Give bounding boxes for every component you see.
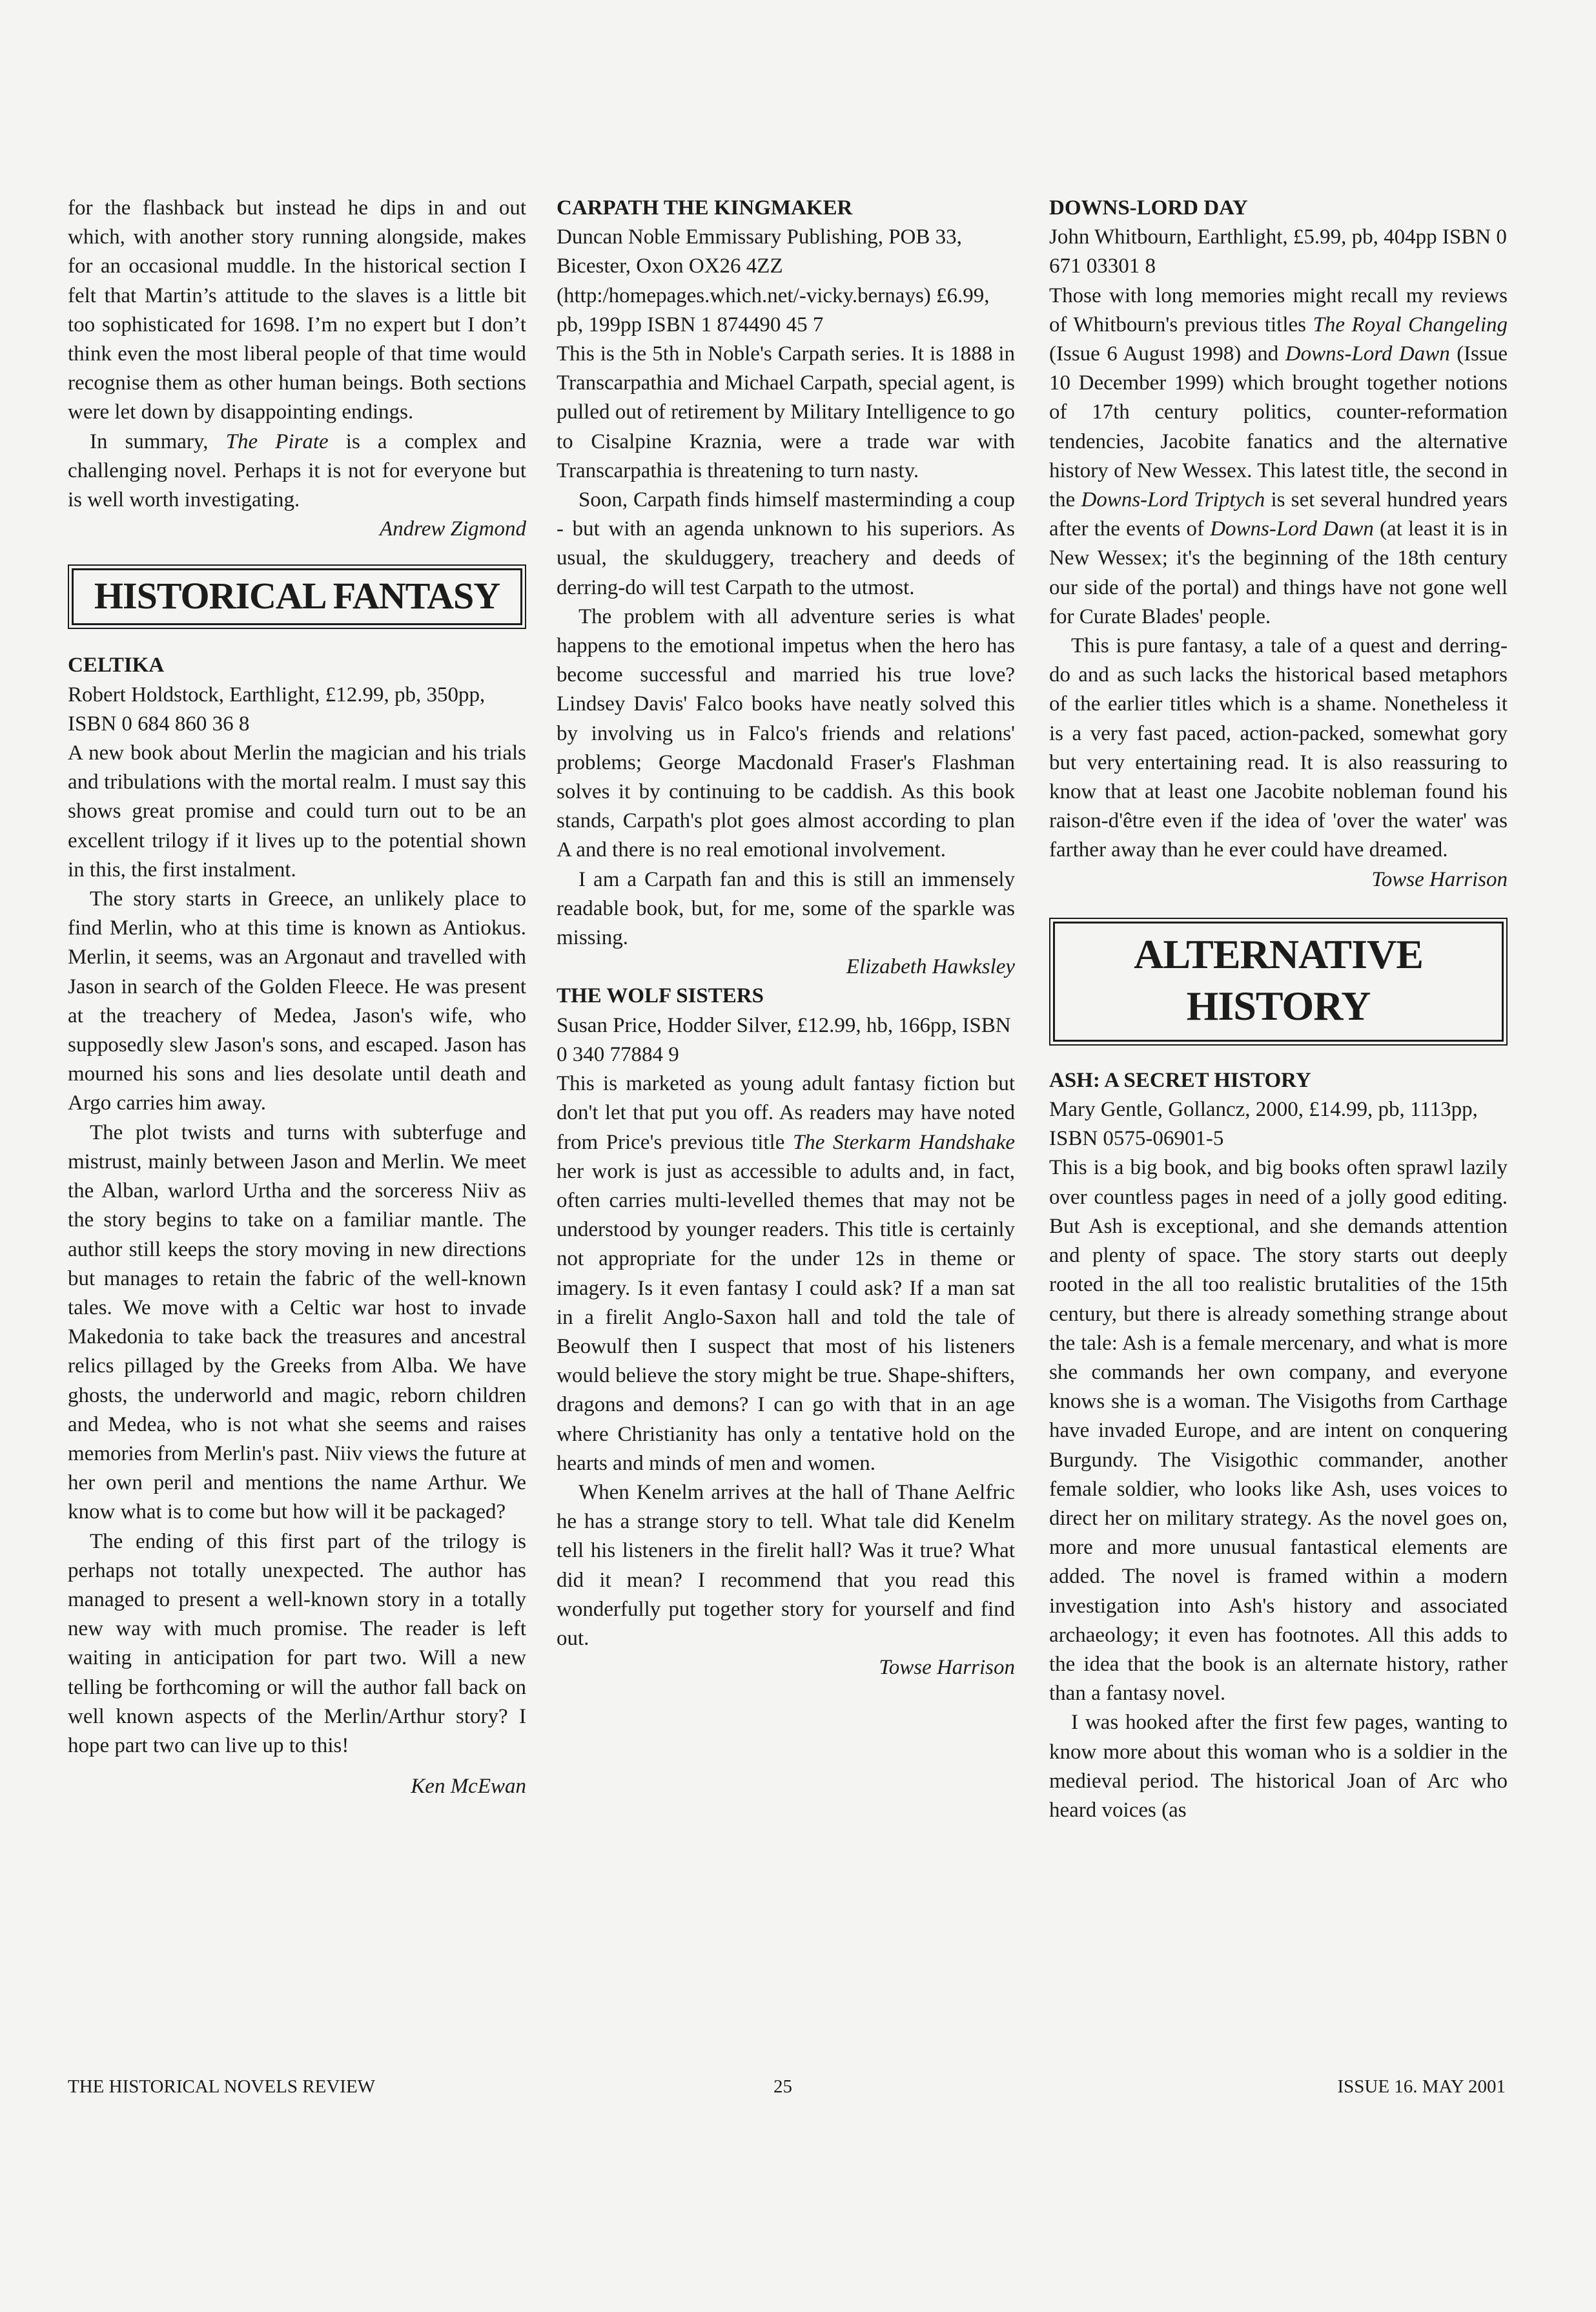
book-title-italic: The Royal Changeling (1313, 313, 1508, 336)
review-paragraph: I am a Carpath fan and this is still an immensely readable book, but, for me, some of the sparkle was missing. (557, 867, 1015, 950)
book-title-italic: The Pirate (225, 429, 329, 453)
review-paragraph (1049, 282, 1508, 632)
reviewer-signature: Elizabeth Hawksley (846, 955, 1015, 979)
review-paragraph (68, 428, 526, 515)
reviewer-signature: Towse Harrison (1371, 867, 1508, 891)
book-details: Susan Price, Hodder Silver, £12.99, hb, 166pp, ISBN 0 340 77884 9 (557, 1013, 1011, 1066)
review-paragraph: for the flashback but instead he dips in and out which, with another story running alongside, makes for an occasional muddle. In the historical section I felt that Martin’s attitude to the slaves is a little bit too sophisticated for 1698. I’m no expert but I don’t think even the most liberal people of that time would recognise them as other human beings. Both sections were let down by disappointing endings. (68, 196, 526, 424)
review-paragraph: This is pure fantasy, a tale of a quest and derring-do and as such lacks the historical based metaphors of the earlier titles which is a shame. Nonetheless it is a very fast paced, action-packed, somewhat gory but very entertaining read. It is also reassuring to know that at least one Jacobite nobleman found his raison-d'être even if the idea of 'over the water' was farther away than he ever could have dreamed. (1049, 634, 1508, 862)
review-paragraph: Soon, Carpath finds himself masterminding a coup - but with an agenda unknown to his superiors. As usual, the skulduggery, treachery and deeds of derring-do will test Carpath to the utmost. (557, 488, 1015, 599)
review-paragraph (557, 1069, 1015, 1478)
reviewer-signature: Ken McEwan (411, 1775, 526, 1799)
section-heading-historical-fantasy: HISTORICAL FANTASY (72, 568, 522, 625)
text-run: is set several hundred years after the events of (1049, 488, 1508, 541)
section-heading-alternative-history (1053, 922, 1504, 1042)
review-paragraph: The problem with all adventure series is what happens to the emotional impetus when the hero has become successful and married his true love? Lindsey Davis' Falco books have neatly solved this by involving us in Falco's friends and relations' problems; George Macdonald Fraser's Flashman solves it by continuing to be caddish. As this book stands, Carpath's plot goes almost according to plan A and there is no real emotional involvement. (557, 604, 1015, 862)
review-paragraph: This is the 5th in Noble's Carpath series. It is 1888 in Transcarpathia and Michael Carpath, special agent, is pulled out of retirement by Military Intelligence to go to Cisalpine Kraznia, were a trade war with Transcarpathia is threatening to turn nasty. (557, 342, 1015, 482)
text-run: In summary, (90, 429, 226, 453)
column-right (1049, 194, 1508, 1825)
section-heading-line: ALTERNATIVE (1134, 931, 1423, 977)
text-run: This is marketed as young adult fantasy fiction but don't let that put you off. As readers may have noted from Price's previous title (557, 1072, 1015, 1154)
book-title: ASH: A SECRET HISTORY (1049, 1068, 1311, 1092)
text-run: Those with long memories might recall my reviews of Whitbourn's previous titles (1049, 284, 1508, 336)
book-details: Robert Holdstock, Earthlight, £12.99, pb, 350pp, ISBN 0 684 860 36 8 (68, 683, 486, 736)
review-paragraph: I was hooked after the first few pages, wanting to know more about this woman who is a soldier in the medieval period. The historical Joan of Arc who heard voices (as (1049, 1711, 1508, 1822)
section-heading-line: HISTORY (1186, 982, 1371, 1029)
book-title-italic: The Sterkarm Handshake (792, 1130, 1015, 1154)
review-paragraph: When Kenelm arrives at the hall of Thane Aelfric he has a strange story to tell. What tale did Kenelm tell his listeners in the firelit hall? Was it true? What did it mean? I recommend that you read this wonderfully put together story for yourself and find out. (557, 1480, 1015, 1650)
text-run: (at least it is in New Wessex; it's the beginning of the 18th century our side of the portal) and things have not gone well for Curate Blades' people. (1049, 517, 1508, 628)
book-title-italic: Downs-Lord Dawn (1285, 342, 1450, 366)
text-run: her work is just as accessible to adults and, in fact, often carries multi-levelled themes that may not be understood by younger readers. This title is certainly not appropriate for the under 12s in theme or imagery. Is it even fantasy I could ask? If a man sat in a firelit Anglo-Saxon hall and told the tale of Beowulf then I suspect that most of his listeners would believe the story might be true. Shape-shifters, dragons and demons? I can go with that in an age where Christianity has only a tentative hold on the hearts and minds of men and women. (557, 1159, 1015, 1475)
column-left (68, 194, 526, 1801)
book-title: CARPATH THE KINGMAKER (557, 196, 853, 220)
text-run: (Issue 10 December 1999) which brought together notions of 17th century politics, counter-reformation tendencies, Jacobite fanatics and the alternative history of New Wessex. This latest title, the second in the (1049, 342, 1508, 512)
reviewer-signature: Towse Harrison (879, 1656, 1015, 1680)
text-run: (Issue 6 August 1998) and (1049, 342, 1285, 366)
book-title: CELTIKA (68, 654, 165, 677)
review-paragraph: The ending of this first part of the trilogy is perhaps not totally unexpected. The author has managed to present a well-known story in a totally new way with much promise. The reader is left waiting in anticipation for part two. Will a new telling be forthcoming or will the author fall back on well known aspects of the Merlin/Arthur story? I hope part two can live up to this! (68, 1529, 526, 1757)
review-paragraph: A new book about Merlin the magician and his trials and tribulations with the mortal realm. I must say this shows great promise and could turn out to be an excellent trilogy if it lives up to the potential shown in this, the first instalment. (68, 741, 526, 882)
book-title: THE WOLF SISTERS (557, 984, 764, 1008)
review-paragraph: The plot twists and turns with subterfuge and mistrust, mainly between Jason and Merlin. We meet the Alban, warlord Urtha and the sorceress Niiv as the story begins to take on a familiar mantle. The author still keeps the story moving in new directions but manages to retain the fabric of the well-known tales. We move with a Celtic war host to invade Makedonia to take back the treasures and ancestral relics pillaged by the Greeks from Alba. We have ghosts, the underworld and magic, reborn children and Medea, who is not what she seems and raises memories from Merlin's past. Niiv views the future at her own peril and mentions the name Arthur. We know what is to come but how will it be packaged? (68, 1120, 526, 1524)
review-paragraph: This is a big book, and big books often sprawl lazily over countless pages in need of a jolly good editing. But Ash is exceptional, and she demands attention and plenty of space. The story starts out deeply rooted in the all too realistic brutalities of the 15th century, but there is already something strange about the tale: Ash is a female mercenary, and what is more she commands her own company, and everyone knows she is a woman. The Visigoths from Carthage have invaded Europe, and are intent on conquering Burgundy. The Visigothic commander, another female soldier, who looks like Ash, uses voices to direct her on military strategy. As the novel goes on, more and more unusual fantastical elements are added. The novel is framed within a modern investigation into Ash's history and associated archaeology; it even has footnotes. All this adds to the idea that the book is an alternate history, rather than a fantasy novel. (1049, 1156, 1508, 1706)
book-details: Duncan Noble Emmissary Publishing, POB 33, Bicester, Oxon OX26 4ZZ (http:/homepages.which.net/-vicky.bernays) £6.99, pb, 199pp ISBN 1 874490 45 7 (557, 225, 990, 336)
book-title: DOWNS-LORD DAY (1049, 196, 1248, 220)
reviewer-signature: Andrew Zigmond (379, 517, 526, 541)
review-paragraph: The story starts in Greece, an unlikely place to find Merlin, who at this time is known as Antiokus. Merlin, it seems, was an Argonaut and travelled with Jason in search of the Golden Fleece. He was present at the treachery of Medea, Jason's wife, who supposedly slew Jason's sons, and escaped. Jason has mourned his sons and lies desolate until death and Argo carries him away. (68, 887, 526, 1115)
footer-publication-title: THE HISTORICAL NOVELS REVIEW (68, 2076, 376, 2097)
book-title-italic: Downs-Lord Triptych (1081, 488, 1265, 512)
text-run: is a complex and challenging novel. Perhaps it is not for everyone but is well worth investigating. (68, 429, 526, 512)
book-details: Mary Gentle, Gollancz, 2000, £14.99, pb, 1113pp, ISBN 0575-06901-5 (1049, 1098, 1478, 1151)
column-middle (557, 194, 1015, 1682)
footer-page-number: 25 (773, 2076, 792, 2097)
footer-issue: ISSUE 16. MAY 2001 (1337, 2076, 1506, 2097)
book-title-italic: Downs-Lord Dawn (1210, 517, 1374, 541)
book-details: John Whitbourn, Earthlight, £5.99, pb, 404pp ISBN 0 671 03301 8 (1049, 225, 1507, 278)
